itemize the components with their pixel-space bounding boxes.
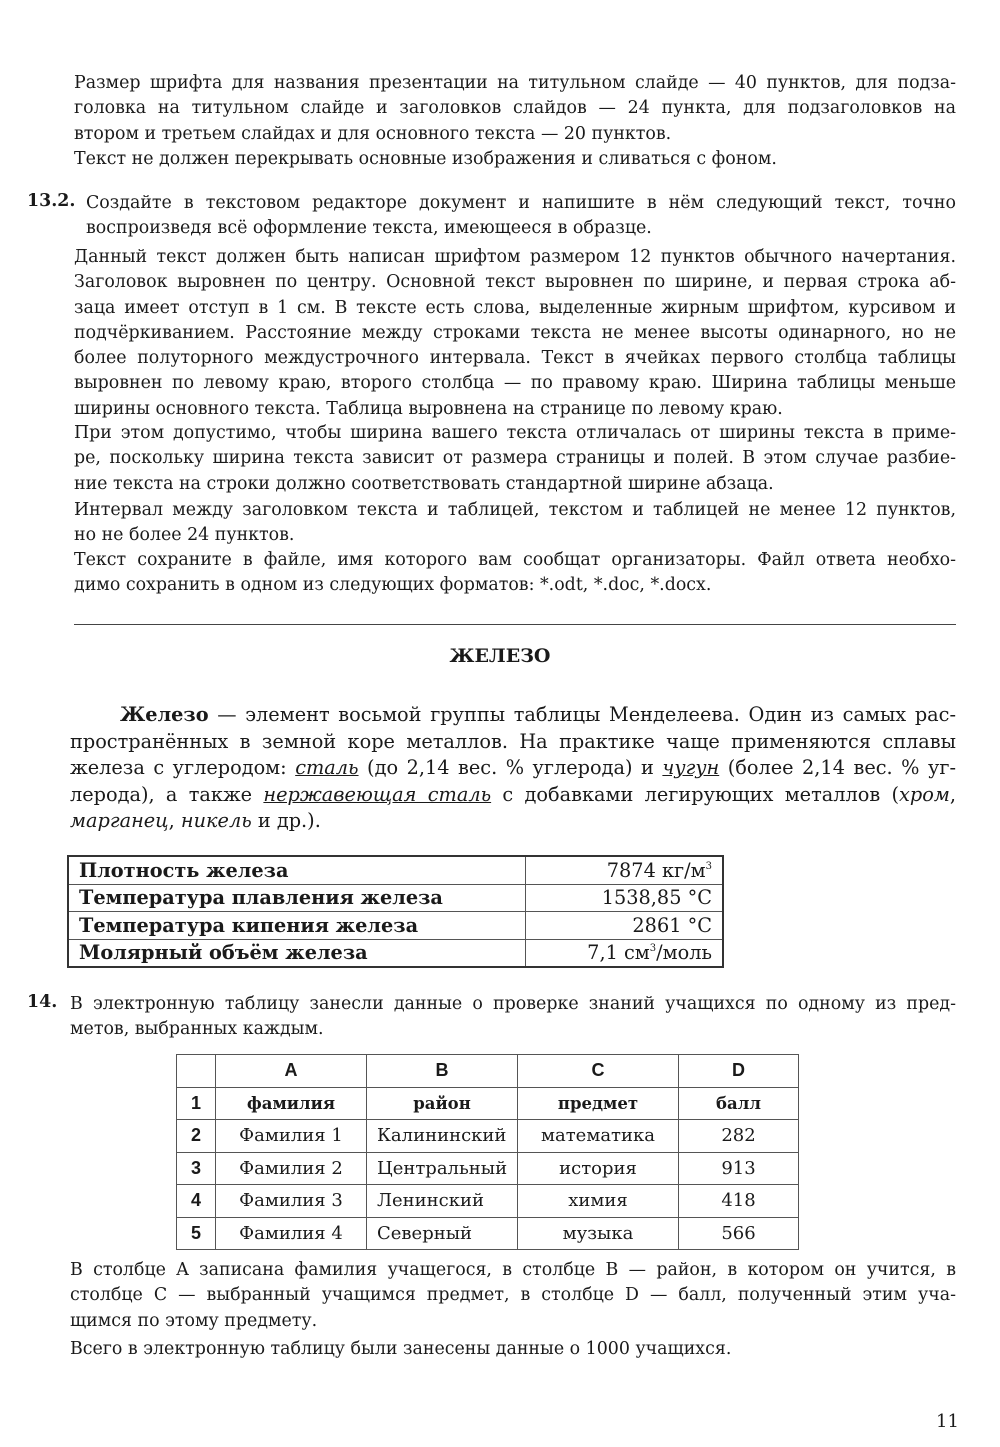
table-row: [68, 939, 723, 967]
header-cell: фамилия: [216, 1087, 367, 1120]
task-line: Текст сохраните в файле, имя которого вам сообщат организаторы. Файл ответа необхо-: [74, 550, 956, 570]
cell: 566: [679, 1217, 799, 1250]
spreadsheet-table: [176, 1054, 799, 1250]
task-14-explanation: [70, 1258, 956, 1334]
word-stainless-steel: нержавеющая сталь: [263, 782, 492, 806]
task-line: выровнен по левому краю, второго столбца — по правому краю. Ширина таблицы меньше: [74, 373, 956, 394]
section-divider: [74, 624, 956, 625]
corner-cell: [177, 1055, 216, 1088]
cell: 418: [679, 1185, 799, 1218]
task-line: Создайте в текстовом редакторе документ и напишите в нём следующий текст, точно: [86, 193, 956, 213]
row-number: 3: [177, 1152, 216, 1185]
property-name: Температура кипения железа: [68, 912, 526, 940]
cell: Ленинский: [367, 1185, 518, 1218]
cell: музыка: [518, 1217, 679, 1250]
cell: химия: [518, 1185, 679, 1218]
column-header: B: [367, 1055, 518, 1088]
cell: Северный: [367, 1217, 518, 1250]
task-line: Интервал между заголовком текста и таблицей, текстом и таблицей не менее 12 пунктов,: [74, 500, 956, 520]
table-row: [177, 1087, 799, 1120]
sample-line: лерода), а также нержавеющая сталь с добавками легирующих металлов (хром,: [70, 782, 956, 806]
row-number: 2: [177, 1120, 216, 1153]
intro-line: втором и третьем слайдах и для основного текста — 20 пунктов.: [74, 123, 672, 144]
property-name: Плотность железа: [68, 856, 526, 884]
task-13-2-paragraph-3: [74, 498, 956, 549]
column-header: C: [518, 1055, 679, 1088]
task-13-2-paragraph-2: [74, 421, 956, 497]
page-number: 11: [936, 1411, 959, 1432]
task-14-number: 14.: [27, 992, 58, 1012]
column-header-row: [177, 1055, 799, 1088]
task-line: подчёркиванием. Расстояние между строками текста не менее высоты одинарного, но не: [74, 322, 956, 343]
row-number: 1: [177, 1087, 216, 1120]
table-row: [68, 912, 723, 940]
task-line: столбце C — выбранный учащимся предмет, в столбце D — балл, полученный этим уча-: [70, 1285, 956, 1306]
sample-paragraph: [70, 702, 956, 835]
task-13-2-paragraph-1: [74, 245, 956, 422]
task-14-total: Всего в электронную таблицу были занесены данные о 1000 учащихся.: [70, 1339, 732, 1359]
word-steel: сталь: [295, 756, 359, 780]
intro-line: Текст не должен перекрывать основные изображения и сливаться с фоном.: [74, 148, 777, 169]
sample-line: пространённых в земной коре металлов. На практике чаще применяются сплавы: [70, 729, 956, 753]
task-line: Данный текст должен быть написан шрифтом размером 12 пунктов обычного начертания.: [74, 247, 956, 267]
row-number: 4: [177, 1185, 216, 1218]
sample-line: марганец, никель и др.).: [70, 809, 321, 833]
property-name: Молярный объём железа: [68, 939, 526, 967]
sample-line: железа с углеродом: сталь (до 2,14 вес. % углерода) и чугун (более 2,14 вес. % уг-: [70, 756, 956, 780]
cell: Калининский: [367, 1120, 518, 1153]
table-row: [177, 1120, 799, 1153]
task-line: заца имеет отступ в 1 см. В тексте есть слова, выделенные жирным шрифтом, курсивом и: [74, 297, 956, 318]
task-line: ние текста на строки должно соответствовать стандартной ширине абзаца.: [74, 473, 774, 494]
table-row: [177, 1185, 799, 1218]
property-value: 2861 °C: [526, 912, 724, 940]
sample-bold-word: Железо: [120, 703, 209, 726]
property-value: 7874 $кг/м^3$: [526, 856, 724, 884]
cell: Фамилия 4: [216, 1217, 367, 1250]
task-line: ширины основного текста. Таблица выровнена на странице по левому краю.: [74, 398, 783, 419]
header-cell: район: [367, 1087, 518, 1120]
cell: Центральный: [367, 1152, 518, 1185]
task-14-lead: [70, 992, 956, 1043]
task-13-2-number: 13.2.: [27, 191, 76, 211]
task-line: воспроизведя всё оформление текста, имеющееся в образце.: [86, 218, 652, 239]
task-13-2-lead: [86, 191, 956, 242]
header-cell: предмет: [518, 1087, 679, 1120]
task-line: метов, выбранных каждым.: [70, 1019, 324, 1040]
property-value: 7,1 $см^3$/моль: [526, 939, 724, 967]
task-line: более полуторного междустрочного интервала. Текст в ячейках первого столбца таблицы: [74, 348, 956, 369]
property-name: Температура плавления железа: [68, 884, 526, 912]
task-line: В столбце A записана фамилия учащегося, в столбце B — район, в котором он учится, в: [70, 1260, 956, 1280]
table-row: [68, 884, 723, 912]
row-number: 5: [177, 1217, 216, 1250]
word-nickel: никель: [180, 809, 252, 833]
cell: 913: [679, 1152, 799, 1185]
cell: математика: [518, 1120, 679, 1153]
task-line: димо сохранить в одном из следующих форматов: *.odt, *.doc, *.docx.: [74, 575, 712, 596]
word-manganese: марганец: [70, 809, 169, 833]
column-header: A: [216, 1055, 367, 1088]
column-header: D: [679, 1055, 799, 1088]
sample-line: Железо — элемент восьмой группы таблицы Менделеева. Один из самых рас-: [120, 703, 956, 726]
cell: 282: [679, 1120, 799, 1153]
cell: Фамилия 2: [216, 1152, 367, 1185]
intro-paragraph: [74, 71, 956, 172]
table-row: [177, 1152, 799, 1185]
cell: Фамилия 1: [216, 1120, 367, 1153]
task-line: В электронную таблицу занесли данные о проверке знаний учащихся по одному из пред-: [70, 994, 956, 1014]
task-line: При этом допустимо, чтобы ширина вашего текста отличалась от ширины текста в приме-: [74, 423, 956, 443]
word-chrome: хром: [899, 782, 950, 806]
cell: история: [518, 1152, 679, 1185]
task-13-2-paragraph-4: [74, 548, 956, 599]
sample-heading: ЖЕЛЕЗО: [449, 645, 551, 667]
iron-properties-table: [67, 855, 724, 968]
task-line: Заголовок выровнен по центру. Основной текст выровнен по ширине, и первая строка аб-: [74, 272, 956, 293]
intro-line: головка на титульном слайде и заголовков слайдов — 24 пункта, для подзаголовков на: [74, 98, 956, 119]
task-line: щимся по этому предмету.: [70, 1310, 318, 1331]
table-row: [177, 1217, 799, 1250]
table-row: [68, 856, 723, 884]
intro-line: Размер шрифта для названия презентации на титульном слайде — 40 пунктов, для подза-: [74, 73, 956, 93]
property-value: 1538,85 °C: [526, 884, 724, 912]
cell: Фамилия 3: [216, 1185, 367, 1218]
header-cell: балл: [679, 1087, 799, 1120]
word-cast-iron: чугун: [662, 756, 720, 780]
task-line: но не более 24 пунктов.: [74, 525, 295, 546]
task-line: ре, поскольку ширина текста зависит от размера страницы и полей. В этом случае разбие-: [74, 448, 956, 469]
